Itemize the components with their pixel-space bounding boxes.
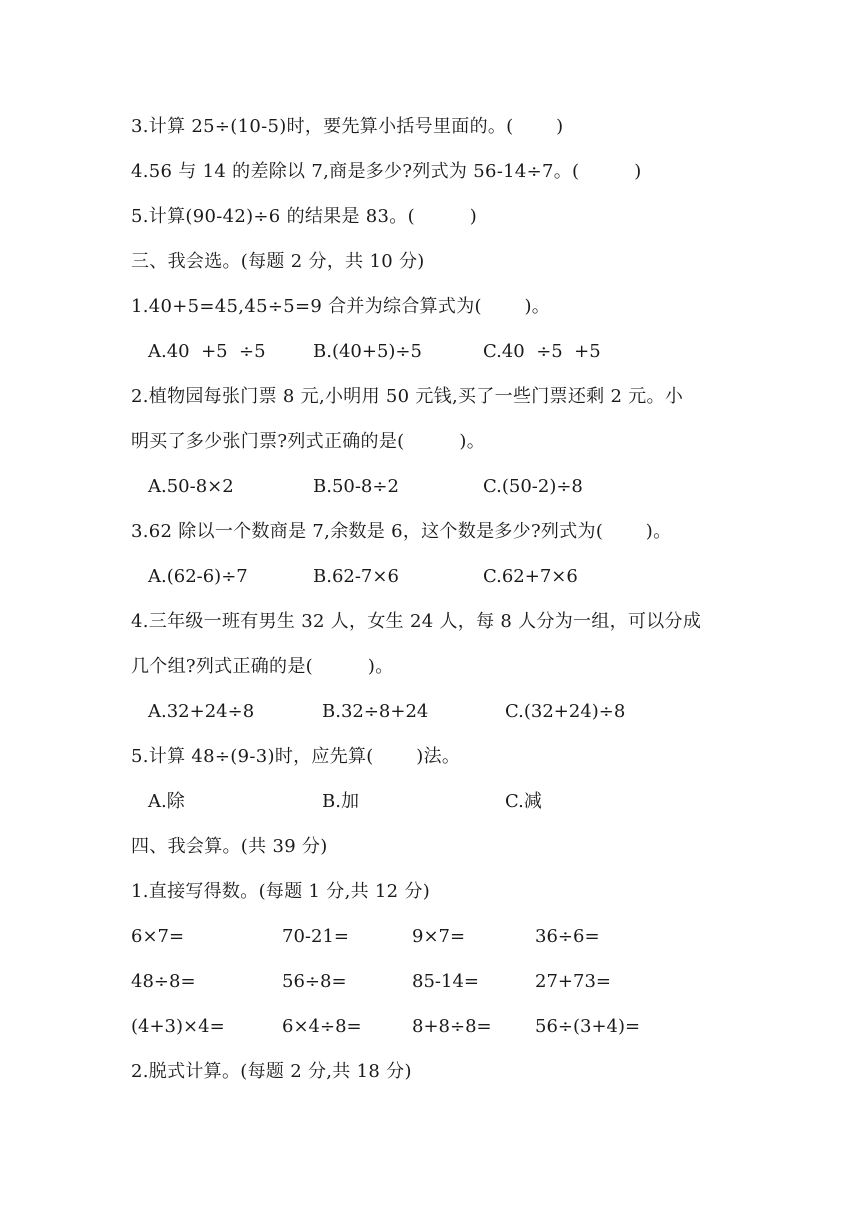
calc-cell: 27+73= bbox=[535, 971, 611, 992]
calc-cell: 6×4÷8= bbox=[282, 1016, 362, 1037]
subheading-direct-results: 1.直接写得数。(每题 1 分,共 12 分) bbox=[131, 881, 431, 902]
choice-1-option-b: B.(40+5)÷5 bbox=[313, 341, 422, 362]
judge-item-3: 3.计算 25÷(10-5)时，要先算小括号里面的。( ) bbox=[131, 116, 564, 137]
calc-cell: 36÷6= bbox=[535, 926, 600, 947]
section-heading-choose: 三、我会选。(每题 2 分，共 10 分) bbox=[131, 251, 425, 272]
calc-cell: (4+3)×4= bbox=[131, 1016, 225, 1037]
choice-question-4-line2: 几个组?列式正确的是( )。 bbox=[131, 656, 394, 677]
calc-cell: 48÷8= bbox=[131, 971, 196, 992]
choice-2-option-c: C.(50-2)÷8 bbox=[483, 476, 583, 497]
judge-item-5: 5.计算(90-42)÷6 的结果是 83。( ) bbox=[131, 206, 478, 227]
choice-2-option-b: B.50-8÷2 bbox=[313, 476, 399, 497]
judge-item-4: 4.56 与 14 的差除以 7,商是多少?列式为 56-14÷7。( ) bbox=[131, 161, 642, 182]
calc-cell: 56÷(3+4)= bbox=[535, 1016, 641, 1037]
choice-question-5: 5.计算 48÷(9-3)时，应先算( )法。 bbox=[131, 746, 461, 767]
choice-5-option-c: C.减 bbox=[505, 791, 542, 812]
calc-cell: 56÷8= bbox=[282, 971, 347, 992]
choice-3-option-c: C.62+7×6 bbox=[483, 566, 578, 587]
subheading-step-calculation: 2.脱式计算。(每题 2 分,共 18 分) bbox=[131, 1061, 412, 1082]
choice-4-option-a: A.32+24÷8 bbox=[148, 701, 255, 722]
choice-1-option-a: A.40 +5 ÷5 bbox=[148, 341, 266, 362]
choice-question-3: 3.62 除以一个数商是 7,余数是 6，这个数是多少?列式为( )。 bbox=[131, 521, 672, 542]
calc-cell: 70-21= bbox=[282, 926, 349, 947]
section-heading-calculate: 四、我会算。(共 39 分) bbox=[131, 836, 328, 857]
choice-5-option-b: B.加 bbox=[322, 791, 359, 812]
calc-cell: 6×7= bbox=[131, 926, 185, 947]
choice-1-option-c: C.40 ÷5 +5 bbox=[483, 341, 601, 362]
choice-question-4-line1: 4.三年级一班有男生 32 人，女生 24 人，每 8 人分为一组，可以分成 bbox=[131, 611, 702, 632]
calc-cell: 9×7= bbox=[412, 926, 466, 947]
choice-3-option-a: A.(62-6)÷7 bbox=[148, 566, 248, 587]
calc-cell: 8+8÷8= bbox=[412, 1016, 492, 1037]
choice-2-option-a: A.50-8×2 bbox=[148, 476, 234, 497]
choice-4-option-c: C.(32+24)÷8 bbox=[505, 701, 626, 722]
choice-4-option-b: B.32÷8+24 bbox=[322, 701, 429, 722]
choice-question-2-line1: 2.植物园每张门票 8 元,小明用 50 元钱,买了一些门票还剩 2 元。小 bbox=[131, 386, 684, 407]
choice-question-2-line2: 明买了多少张门票?列式正确的是( )。 bbox=[131, 431, 485, 452]
choice-question-1: 1.40+5=45,45÷5=9 合并为综合算式为( )。 bbox=[131, 296, 551, 317]
choice-3-option-b: B.62-7×6 bbox=[313, 566, 399, 587]
calc-cell: 85-14= bbox=[412, 971, 479, 992]
choice-5-option-a: A.除 bbox=[148, 791, 185, 812]
